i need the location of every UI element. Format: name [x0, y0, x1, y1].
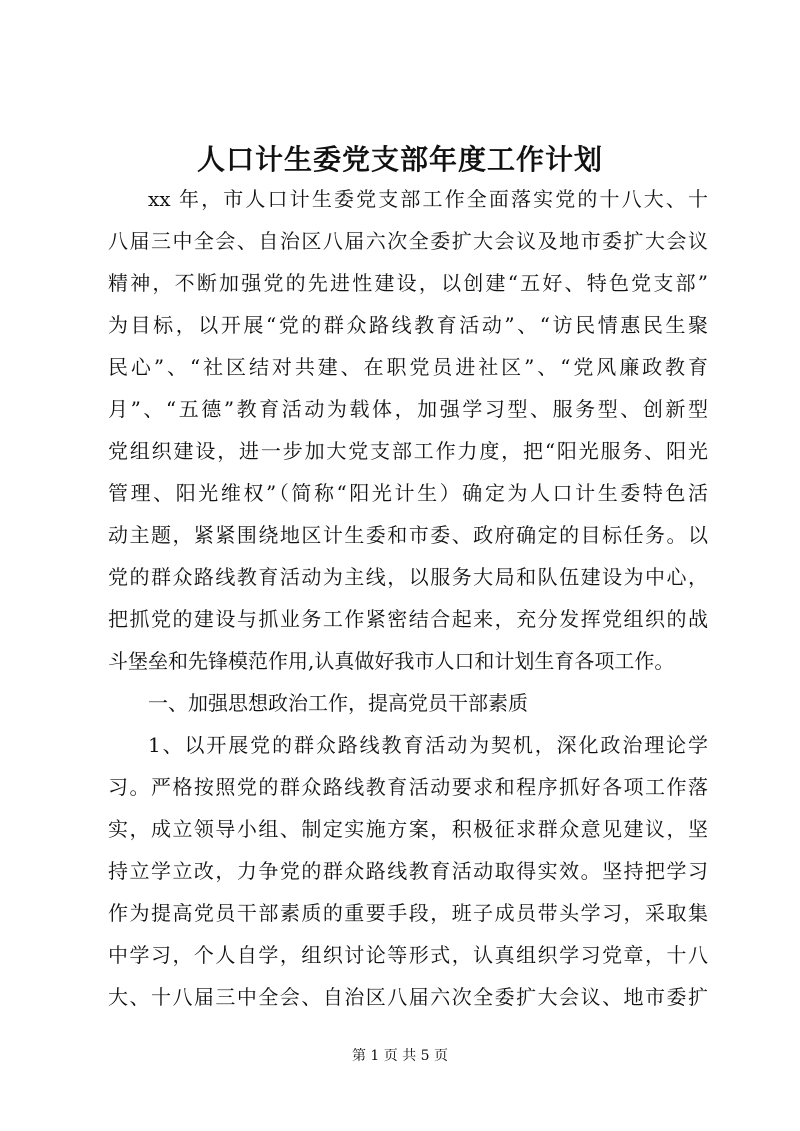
paragraph-line: 中学习，个人自学，组织讨论等形式，认真组织学习党章，十八 — [108, 943, 708, 967]
paragraph-line: 斗堡垒和先锋模范作用,认真做好我市人口和计划生育各项工作。 — [108, 649, 675, 673]
document-body — [108, 178, 708, 1018]
paragraph-line: 实，成立领导小组、制定实施方案，积极征求群众意见建议，坚 — [108, 817, 708, 841]
paragraph-line: 党的群众路线教育活动为主线，以服务大局和队伍建设为中心， — [108, 565, 708, 589]
paragraph-line: 习。严格按照党的群众路线教育活动要求和程序抓好各项工作落 — [108, 775, 708, 799]
section-heading: 一、加强思想政治工作，提高党员干部素质 — [148, 691, 528, 715]
paragraph-line: 党组织建设，进一步加大党支部工作力度，把“阳光服务、阳光 — [108, 439, 708, 463]
paragraph-line: 持立学立改，力争党的群众路线教育活动取得实效。坚持把学习 — [108, 859, 708, 883]
paragraph-line: 管理、阳光维权”（简称“阳光计生）确定为人口计生委特色活 — [108, 481, 708, 505]
page-footer: 第 1 页 共 5 页 — [351, 1048, 449, 1064]
paragraph-line: 1、以开展党的群众路线教育活动为契机，深化政治理论学 — [148, 733, 708, 757]
paragraph-line: 民心”、“社区结对共建、在职党员进社区”、“党风廉政教育 — [108, 355, 708, 379]
paragraph-line: 为目标，以开展“党的群众路线教育活动”、“访民情惠民生聚 — [108, 313, 708, 337]
paragraph-line: 八届三中全会、自治区八届六次全委扩大会议及地市委扩大会议 — [108, 229, 708, 253]
paragraph-line: xx 年，市人口计生委党支部工作全面落实党的十八大、十 — [148, 187, 708, 211]
paragraph-line: 把抓党的建设与抓业务工作紧密结合起来，充分发挥党组织的战 — [108, 607, 708, 631]
paragraph-line: 精神，不断加强党的先进性建设，以创建“五好、特色党支部” — [108, 271, 708, 295]
paragraph-line: 大、十八届三中全会、自治区八届六次全委扩大会议、地市委扩 — [108, 985, 708, 1009]
paragraph-line: 动主题，紧紧围绕地区计生委和市委、政府确定的目标任务。以 — [108, 523, 708, 547]
paragraph-line: 月”、“五德”教育活动为载体，加强学习型、服务型、创新型 — [108, 397, 708, 421]
paragraph-line: 作为提高党员干部素质的重要手段，班子成员带头学习，采取集 — [108, 901, 708, 925]
document-title: 人口计生委党支部年度工作计划 — [196, 143, 603, 176]
